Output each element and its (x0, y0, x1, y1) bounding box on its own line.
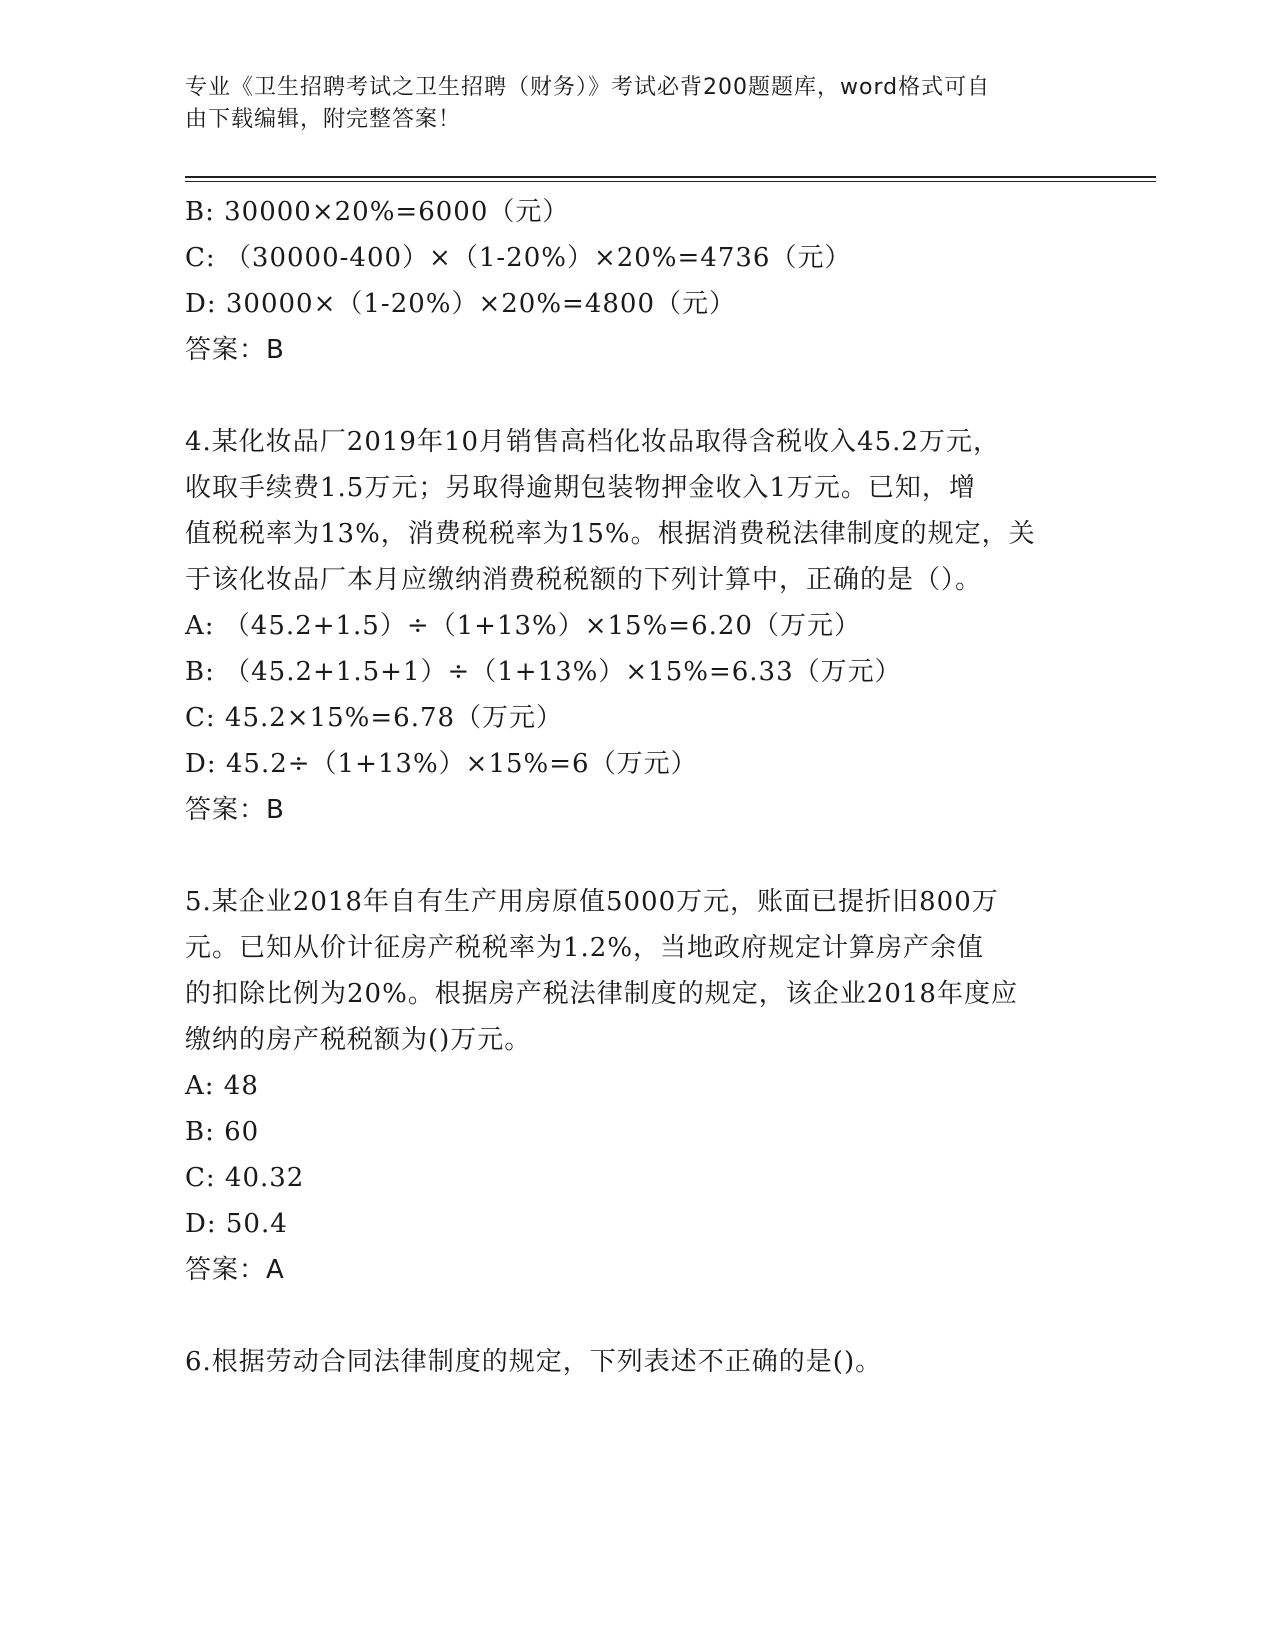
question-4 (185, 419, 1085, 833)
answer-label: 答案：B (185, 335, 285, 365)
option-a: A: （45.2+1.5）÷（1+13%）×15%=6.20（万元） (185, 611, 861, 641)
spacer (185, 833, 1085, 879)
header-line-2: 由下载编辑，附完整答案！ (185, 107, 462, 132)
question-stem-line: 于该化妆品厂本月应缴纳消费税税额的下列计算中，正确的是（）。 (185, 565, 983, 595)
spacer (185, 1293, 1085, 1339)
option-c: C: 45.2×15%=6.78（万元） (185, 703, 564, 733)
question-stem-line: 4.某化妆品厂2019年10月销售高档化妆品取得含税收入45.2万元， (185, 427, 1000, 457)
option-b: B: （45.2+1.5+1）÷（1+13%）×15%=6.33（万元） (185, 657, 902, 687)
document-header (185, 72, 1065, 136)
option-d: D: 30000×（1-20%）×20%=4800（元） (185, 289, 737, 319)
question-stem-line: 值税税率为13%，消费税税率为15%。根据消费税法律制度的规定，关 (185, 519, 1036, 549)
question-stem-line: 缴纳的房产税税额为()万元。 (185, 1025, 532, 1055)
question-stem-line: 收取手续费1.5万元；另取得逾期包装物押金收入1万元。已知，增 (185, 473, 976, 503)
question-stem-line: 元。已知从价计征房产税税率为1.2%，当地政府规定计算房产余值 (185, 933, 985, 963)
option-b: B: 30000×20%=6000（元） (185, 197, 570, 227)
option-d: D: 45.2÷（1+13%）×15%=6（万元） (185, 749, 698, 779)
question-content (185, 189, 1085, 1385)
question-stem-line: 6.根据劳动合同法律制度的规定，下列表述不正确的是()。 (185, 1347, 883, 1377)
question-stem-line: 5.某企业2018年自有生产用房原值5000万元，账面已提折旧800万 (185, 887, 999, 917)
header-divider-thick (185, 176, 1156, 178)
header-line-1: 专业《卫生招聘考试之卫生招聘（财务）》考试必背200题题库，word格式可自 (185, 75, 991, 100)
option-d: D: 50.4 (185, 1209, 288, 1239)
header-divider-thin (185, 181, 1156, 182)
spacer (185, 373, 1085, 419)
option-c: C: （30000-400）×（1-20%）×20%=4736（元） (185, 243, 852, 273)
option-b: B: 60 (185, 1117, 260, 1147)
option-a: A: 48 (185, 1071, 259, 1101)
option-c: C: 40.32 (185, 1163, 305, 1193)
question-3-options (185, 189, 1085, 373)
question-5 (185, 879, 1085, 1293)
answer-label: 答案：A (185, 1255, 285, 1285)
question-stem-line: 的扣除比例为20%。根据房产税法律制度的规定，该企业2018年度应 (185, 979, 1018, 1009)
answer-label: 答案：B (185, 795, 285, 825)
question-6 (185, 1339, 1085, 1385)
